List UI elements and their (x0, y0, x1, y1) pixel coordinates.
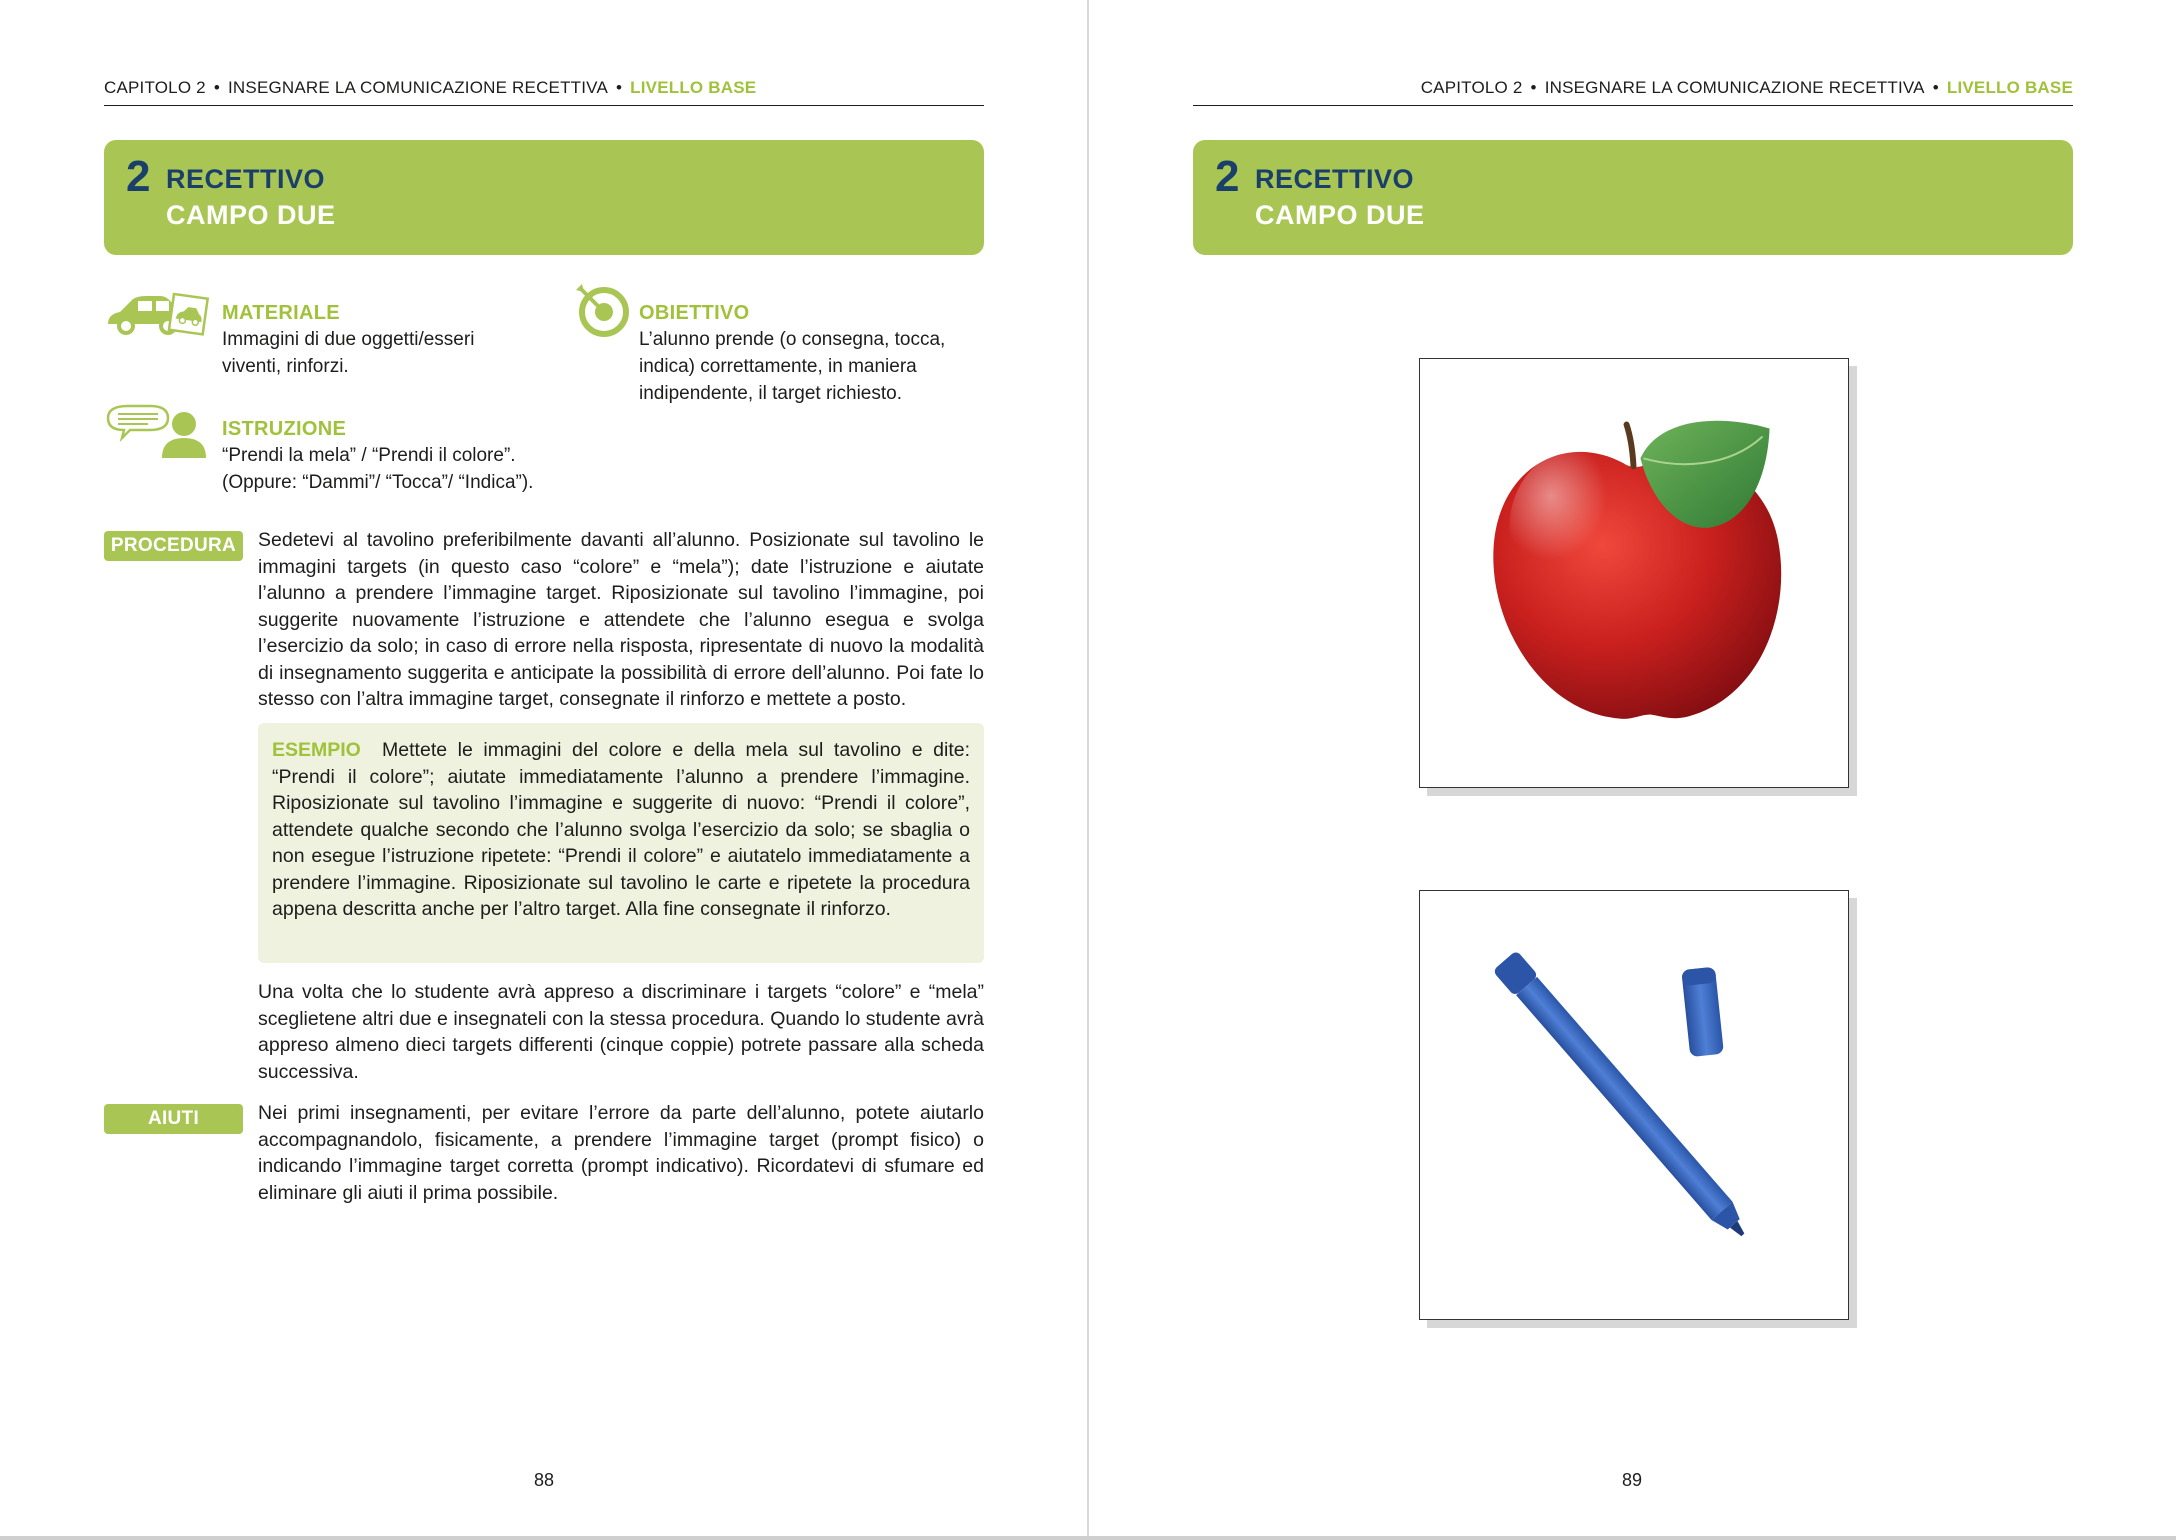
blue-marker-picture-card (1419, 890, 1849, 1320)
chapter-label: CAPITOLO 2 (1420, 78, 1523, 97)
level-label: LIVELLO BASE (630, 78, 757, 97)
istruzione-line: “Prendi la mela” / “Prendi il colore”. (222, 445, 516, 466)
blue-marker-image (1420, 891, 1847, 1318)
istruzione-text (222, 442, 642, 496)
speaking-person-icon (104, 402, 208, 458)
banner-title: RECETTIVO (166, 164, 326, 194)
section-label: INSEGNARE LA COMUNICAZIONE RECETTIVA (1544, 78, 1925, 97)
istruzione-line: (Oppure: “Dammi”/ “Tocca”/ “Indica”). (222, 472, 534, 493)
esempio-label: ESEMPIO (272, 739, 361, 761)
header-separator: • (213, 78, 220, 97)
banner-subtitle: CAMPO DUE (1255, 200, 1425, 230)
right-page (1089, 0, 2176, 1536)
banner-number: 2 (126, 152, 151, 201)
aiuti-text: Nei primi insegnamenti, per evitare l’errore da parte dell’alunno, potete aiutarlo accompagnandolo, fisicamente, a prendere l’immagine target (prompt fisico) o indicando l’immagine target corretta (prompt indicativo). Ricordatevi di sfumare ed eliminare gli aiuti il prima possibile. (258, 1102, 984, 1204)
banner-title: RECETTIVO (1255, 164, 1415, 194)
obiettivo-line: L’alunno prende (o consegna, tocca, (639, 329, 946, 350)
left-page (0, 0, 1087, 1536)
procedura-tag: PROCEDURA (104, 531, 243, 561)
running-header (1193, 78, 2073, 106)
obiettivo-label: OBIETTIVO (639, 302, 750, 324)
header-separator: • (1932, 78, 1939, 97)
procedura-text: Sedetevi al tavolino preferibilmente davanti all’alunno. Posizionate sul tavolino le immagini targets (in questo caso “colore” e “mela”); date l’istruzione e aiutate l’alunno a prendere l’immagine target. Riposizionate sul tavolino l’immagine, poi suggerite nuovamente l’istruzione e attendete che l’alunno esegua e svolga l’esercizio da solo; in caso di errore nella risposta, ripresentate di nuovo la modalità di insegnamento suggerita e anticipate la possibilità di errore dell’alunno. Poi fate lo stesso con l’altra immagine target, consegnate il rinforzo e mettete a posto. (258, 529, 984, 710)
banner-subtitle: CAMPO DUE (166, 200, 336, 230)
materiale-text (222, 326, 542, 380)
running-header (104, 78, 984, 106)
apple-image (1420, 359, 1847, 786)
chapter-label: CAPITOLO 2 (104, 78, 206, 97)
materiale-line: Immagini di due oggetti/esseri (222, 329, 475, 350)
target-icon (574, 282, 630, 338)
materiale-label: MATERIALE (222, 302, 340, 324)
title-banner (1193, 140, 2073, 255)
istruzione-label: ISTRUZIONE (222, 418, 347, 440)
materiale-line: viventi, rinforzi. (222, 356, 349, 377)
example-text (272, 737, 970, 923)
apple-picture-card (1419, 358, 1849, 788)
section-label: INSEGNARE LA COMUNICAZIONE RECETTIVA (228, 78, 608, 97)
obiettivo-text (639, 326, 984, 407)
level-label: LIVELLO BASE (1946, 78, 2073, 97)
esempio-body: Mettete le immagini del colore e della mela sul tavolino e dite: “Prendi il colore”; aiutate immediatamente l’alunno a prendere l’immagine. Riposizionate sul tavolino l’immagine e suggerite di nuovo: “Prendi il colore”, attendete qualche secondo che l’alunno svolga l’esercizio da solo; se sbaglia o non esegue l’istruzione ripetete: “Prendi il colore” e aiutatelo immediatamente a prendere l’immagine. Riposizionate sul tavolino le carte e ripetete la procedura appena descritta anche per l’altro target. Alla fine consegnate il rinforzo. (272, 739, 971, 920)
banner-number: 2 (1215, 152, 1240, 201)
car-icon (104, 290, 216, 340)
example-box (258, 723, 984, 963)
header-separator: • (616, 78, 623, 97)
page-number-right: 89 (1621, 1470, 1643, 1490)
aiuti-tag: AIUTI (104, 1104, 243, 1134)
page-number-left: 88 (533, 1470, 555, 1490)
continuation-text: Una volta che lo studente avrà appreso a discriminare i targets “colore” e “mela” sceglietene altri due e insegnateli con la stessa procedura. Quando lo studente avrà appreso almeno dieci targets differenti (cinque coppie) potrete passare alla scheda successiva. (258, 981, 984, 1083)
page-bottom-edge (0, 1536, 2176, 1540)
obiettivo-line: indipendente, il target richiesto. (639, 383, 902, 404)
obiettivo-line: indica) correttamente, in maniera (639, 356, 917, 377)
header-separator: • (1530, 78, 1537, 97)
title-banner (104, 140, 984, 255)
